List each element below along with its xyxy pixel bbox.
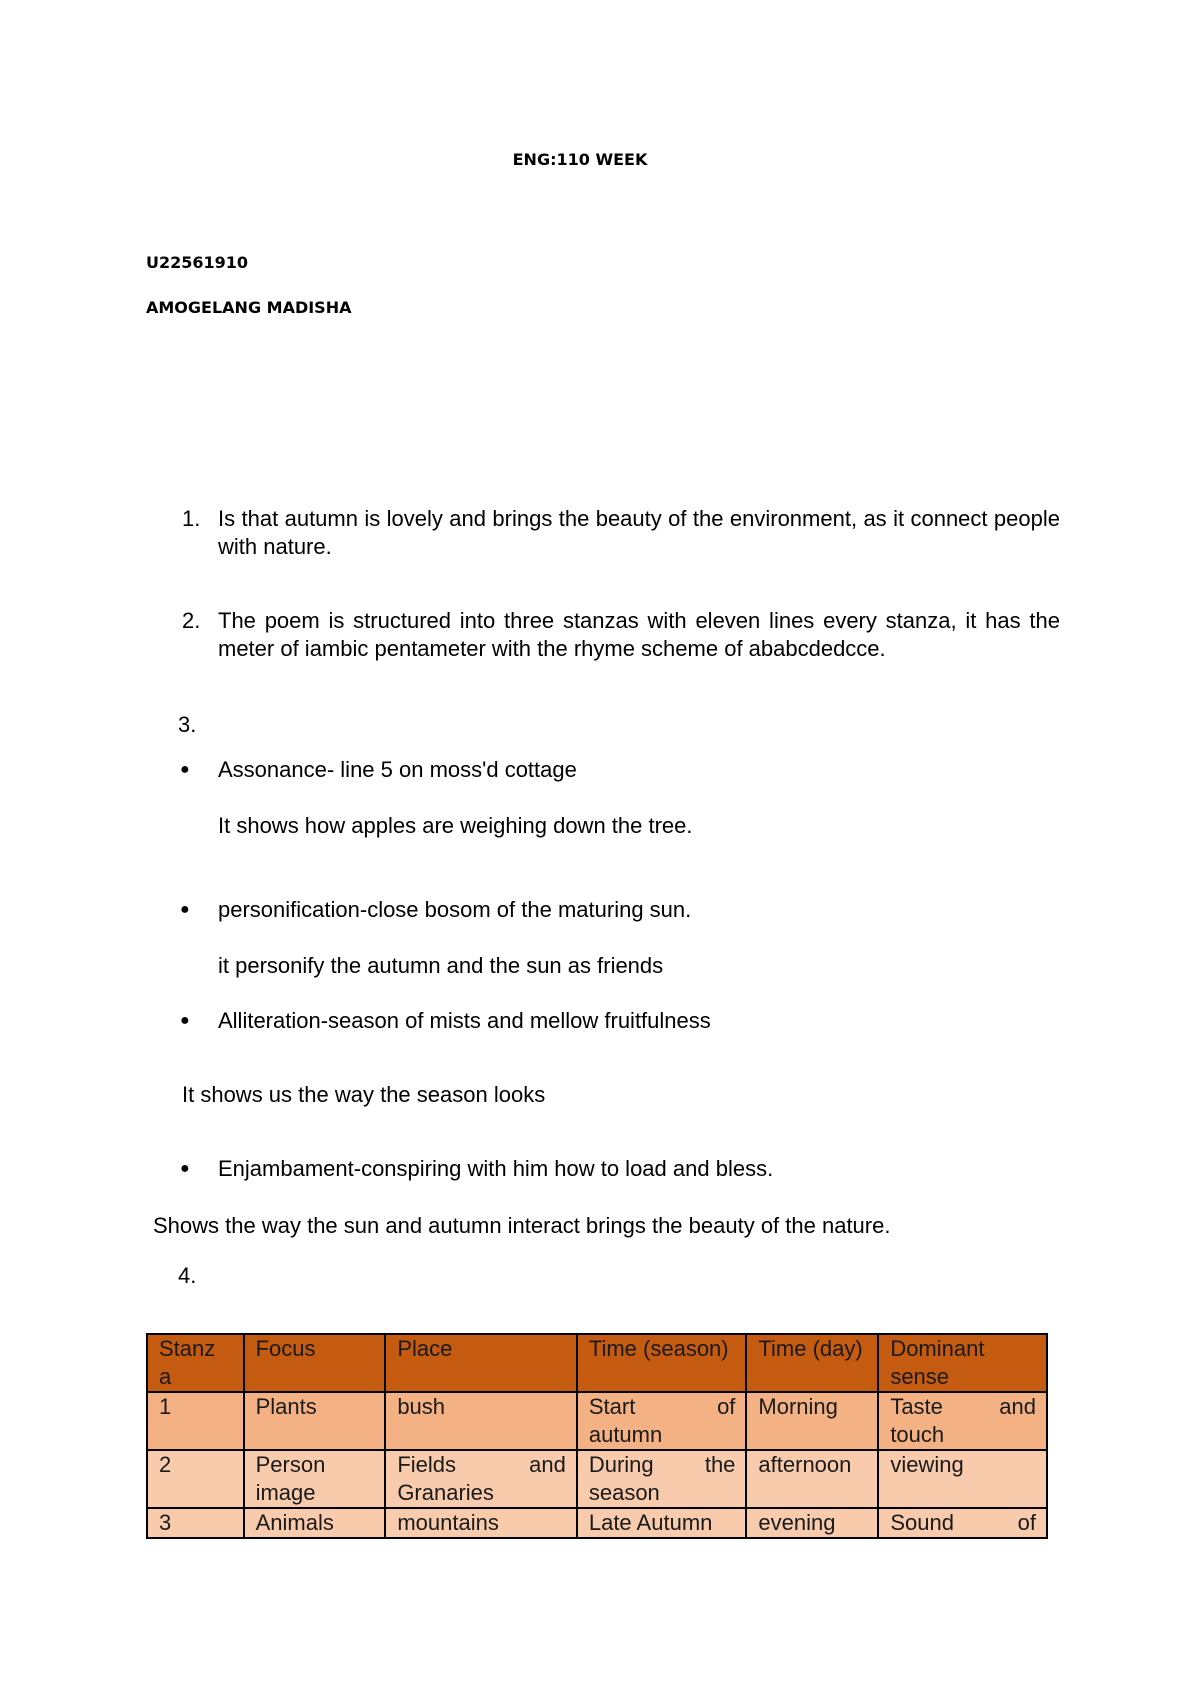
- table-cell: 1: [147, 1392, 244, 1450]
- header-stanza: Stanz a: [147, 1334, 244, 1392]
- table-cell: Person image: [244, 1450, 386, 1508]
- bullet-icon: ●: [180, 761, 190, 778]
- device-personification-explanation: it personify the autumn and the sun as friends: [218, 953, 664, 978]
- student-number: U22561910: [146, 253, 249, 272]
- device-enjambment: Enjambament-conspiring with him how to load and bless.: [218, 1156, 774, 1181]
- header-dominant-sense: Dominant sense: [878, 1334, 1047, 1392]
- table-cell: viewing: [878, 1450, 1047, 1508]
- table-cell: bush: [385, 1392, 577, 1450]
- table-cell: 3: [147, 1508, 244, 1538]
- document-title: ENG:110 WEEK: [512, 150, 648, 169]
- answer-2-number: 2.: [182, 608, 201, 633]
- header-time-season: Time (season): [577, 1334, 747, 1392]
- table-cell: Fields and Granaries: [385, 1450, 577, 1508]
- device-alliteration-explanation: It shows us the way the season looks: [182, 1082, 546, 1107]
- device-enjambment-explanation: Shows the way the sun and autumn interact brings the beauty of the nature.: [153, 1213, 891, 1238]
- table-cell: 2: [147, 1450, 244, 1508]
- table-row: [147, 1392, 1047, 1450]
- bullet-icon: ●: [180, 1012, 190, 1029]
- header-time-day: Time (day): [746, 1334, 878, 1392]
- device-alliteration: Alliteration-season of mists and mellow fruitfulness: [218, 1008, 711, 1033]
- header-focus: Focus: [244, 1334, 386, 1392]
- table-cell: Start of autumn: [577, 1392, 747, 1450]
- table-cell: afternoon: [746, 1450, 878, 1508]
- table-cell: Animals: [244, 1508, 386, 1538]
- table-cell: Plants: [244, 1392, 386, 1450]
- header-place: Place: [385, 1334, 577, 1392]
- student-name: AMOGELANG MADISHA: [146, 298, 352, 317]
- table-cell: Sound of: [878, 1508, 1047, 1538]
- table-cell: Morning: [746, 1392, 878, 1450]
- stanza-table: [146, 1333, 1048, 1539]
- table-cell: Taste and touch: [878, 1392, 1047, 1450]
- table-cell: evening: [746, 1508, 878, 1538]
- device-assonance: Assonance- line 5 on moss'd cottage: [218, 757, 577, 782]
- bullet-icon: ●: [180, 1160, 190, 1177]
- table-cell: mountains: [385, 1508, 577, 1538]
- table-header-row: [147, 1334, 1047, 1392]
- answer-4-number: 4.: [178, 1263, 197, 1288]
- bullet-icon: ●: [180, 901, 190, 918]
- table-cell: Late Autumn: [577, 1508, 747, 1538]
- answer-1-number: 1.: [182, 506, 201, 531]
- answer-3-number: 3.: [178, 712, 197, 737]
- table-row: [147, 1508, 1047, 1538]
- device-personification: personification-close bosom of the maturing sun.: [218, 897, 692, 922]
- table-row: [147, 1450, 1047, 1508]
- device-assonance-explanation: It shows how apples are weighing down the tree.: [218, 813, 693, 838]
- table-cell: During the season: [577, 1450, 747, 1508]
- answer-2-text: The poem is structured into three stanzas with eleven lines every stanza, it has the meter of iambic pentameter with the rhyme scheme of ababcdedcce.: [218, 608, 1060, 661]
- answer-1-text: Is that autumn is lovely and brings the beauty of the environment, as it connect people with nature.: [218, 506, 1060, 559]
